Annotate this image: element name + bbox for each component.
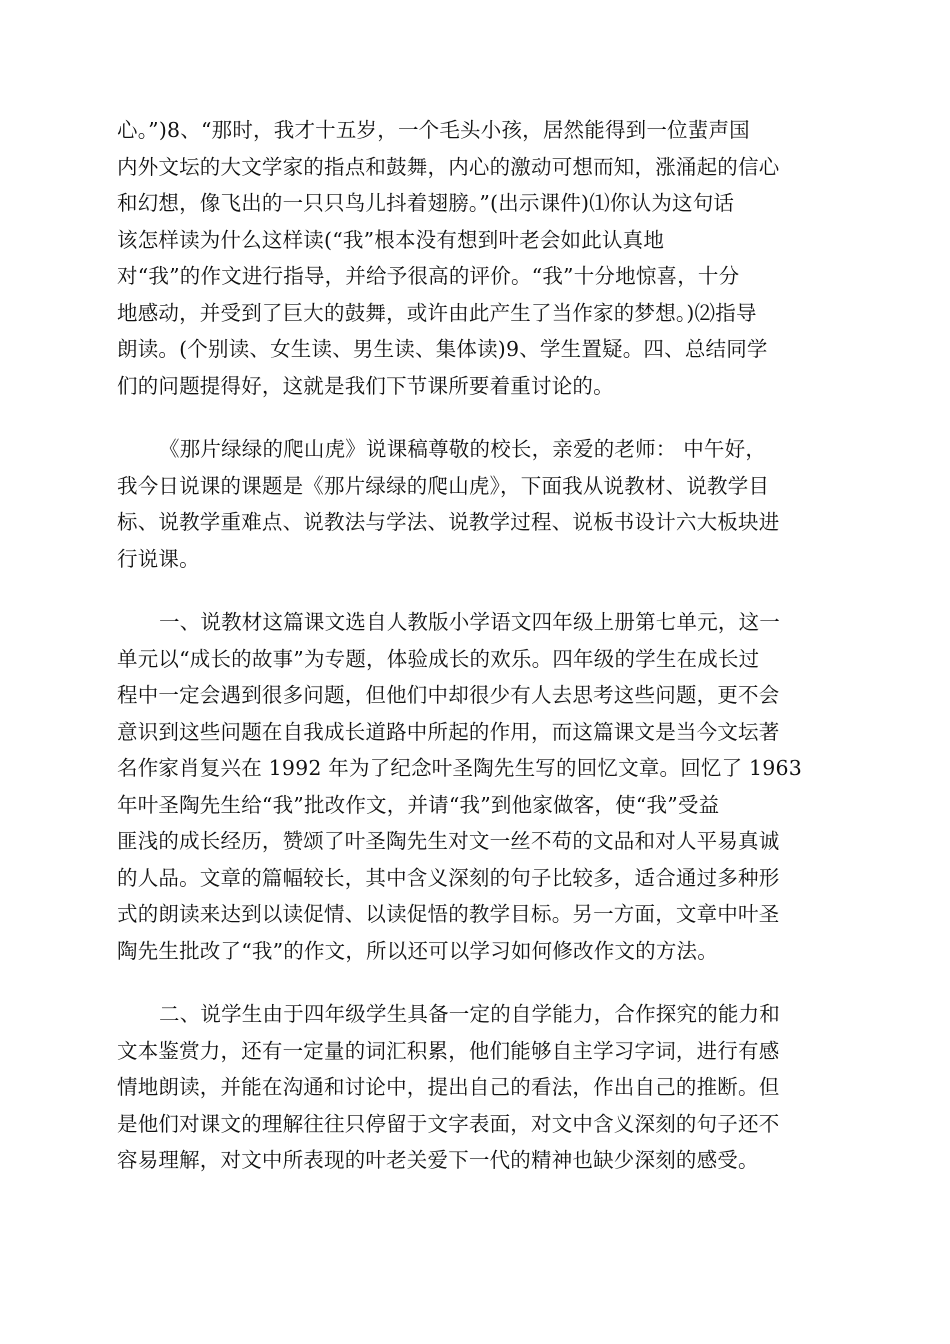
text-line: 《那片绿绿的爬山虎》说课稿尊敬的校长，亲爱的老师： 中午好，: [159, 437, 767, 461]
text-line: 我今日说课的课题是《那片绿绿的爬山虎》，下面我从说教材、说教学目: [117, 473, 770, 498]
paragraph-4: [117, 996, 837, 1179]
text-line: 和幻想，像飞出的一只只鸟儿抖着翅膀。”(出示课件)⑴你认为这句话: [117, 191, 735, 215]
paragraph-2: [117, 431, 837, 577]
document-page: [117, 112, 837, 1179]
text-line: 式的朗读来达到以读促情、以读促悟的教学目标。另一方面，文章中叶圣: [117, 902, 780, 926]
text-line: 地感动，并受到了巨大的鼓舞，或许由此产生了当作家的梦想。)⑵指导: [117, 300, 757, 325]
text-line: 文本鉴赏力，还有一定量的词汇积累，他们能够自主学习字词，进行有感: [117, 1038, 780, 1063]
text-line: 陶先生批改了“我”的作文，所以还可以学习如何修改作文的方法。: [117, 938, 718, 963]
paragraph-spacer: [117, 404, 837, 431]
paragraph-spacer: [117, 969, 837, 996]
text-line: 情地朗读，并能在沟通和讨论中，提出自己的看法，作出自己的推断。但: [117, 1075, 780, 1099]
text-line: 朗读。(个别读、女生读、男生读、集体读)9、学生置疑。四、总结同学: [117, 337, 768, 361]
text-line: 单元以“成长的故事”为专题，体验成长的欢乐。四年级的学生在成长过: [117, 646, 760, 671]
text-line: 行说课。: [117, 546, 200, 571]
text-line: 二、说学生由于四年级学生具备一定的自学能力，合作探究的能力和: [159, 1002, 780, 1026]
text-line: 是他们对课文的理解往往只停留于文字表面，对文中含义深刻的句子还不: [117, 1111, 780, 1136]
text-line: 们的问题提得好，这就是我们下节课所要着重讨论的。: [117, 373, 614, 398]
paragraph-1: [117, 112, 837, 404]
paragraph-spacer: [117, 577, 837, 604]
text-line: 程中一定会遇到很多问题，但他们中却很少有人去思考这些问题，更不会: [117, 683, 780, 707]
text-line: 年叶圣陶先生给“我”批改作文，并请“我”到他家做客，使“我”受益: [117, 792, 720, 817]
text-line: 容易理解，对文中所表现的叶老关爱下一代的精神也缺少深刻的感受。: [117, 1148, 759, 1172]
paragraph-3: [117, 604, 837, 969]
text-line: 匪浅的成长经历，赞颂了叶圣陶先生对文一丝不苟的文品和对人平易真诚: [117, 829, 780, 853]
text-line: 意识到这些问题在自我成长道路中所起的作用，而这篇课文是当今文坛著: [117, 719, 780, 744]
text-line: 该怎样读为什么这样读(“我”根本没有想到叶老会如此认真地: [117, 227, 665, 252]
text-line: 对“我”的作文进行指导，并给予很高的评价。“我”十分地惊喜，十分: [117, 264, 740, 288]
text-line: 的人品。文章的篇幅较长，其中含义深刻的句子比较多，适合通过多种形: [117, 865, 780, 890]
text-line: 内外文坛的大文学家的指点和鼓舞，内心的激动可想而知，涨涌起的信心: [117, 154, 780, 179]
text-line: 标、说教学重难点、说教法与学法、说教学过程、说板书设计六大板块进: [117, 510, 780, 534]
text-line: 一、说教材这篇课文选自人教版小学语文四年级上册第七单元，这一: [159, 610, 780, 634]
text-line: 心。”)8、“那时，我才十五岁，一个毛头小孩，居然能得到一位蜚声国: [117, 118, 750, 142]
text-line: 名作家肖复兴在 1992 年为了纪念叶圣陶先生写的回忆文章。回忆了 1963: [117, 756, 802, 780]
